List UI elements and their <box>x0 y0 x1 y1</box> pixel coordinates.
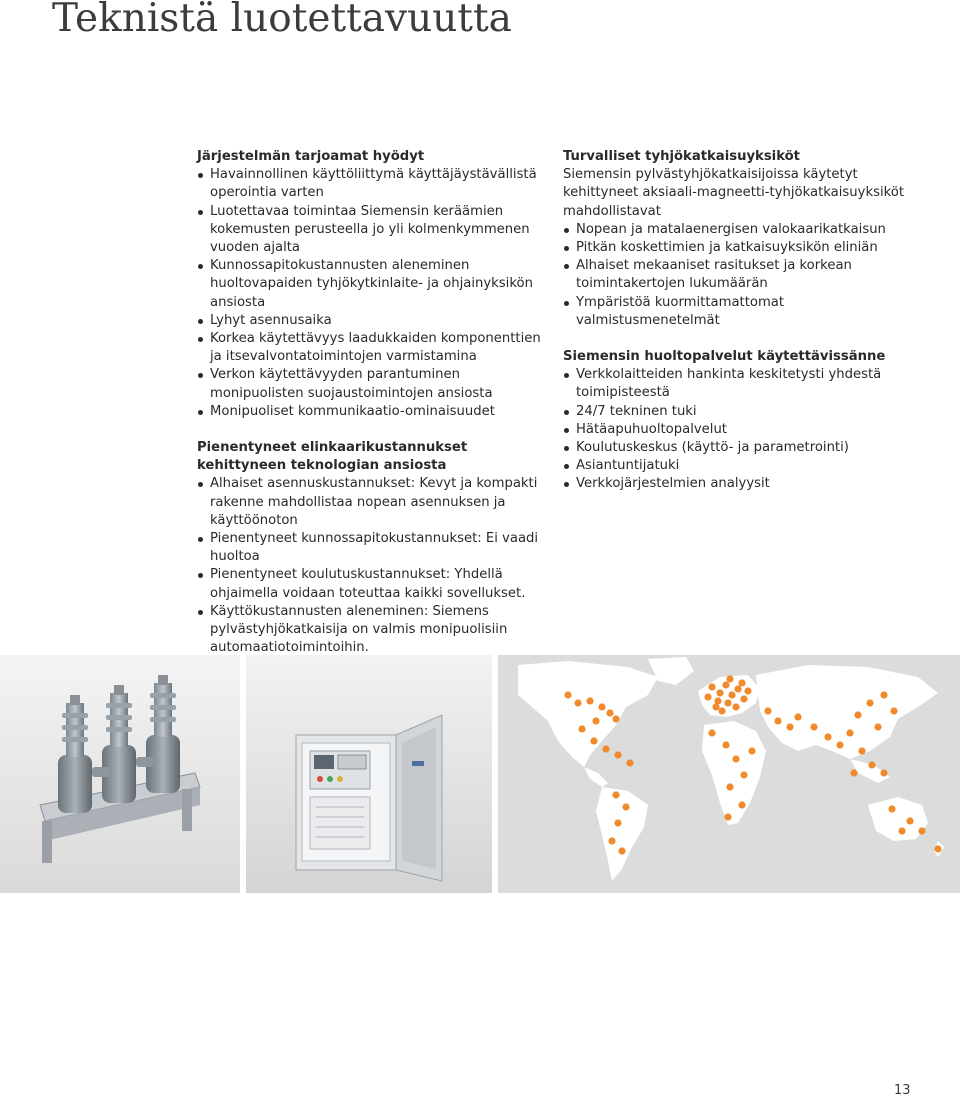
location-marker <box>602 745 609 752</box>
world-map-graphic <box>498 655 960 893</box>
list-item: Havainnollinen käyttöliittymä käyttäjäystävällistä operointia varten <box>197 166 552 202</box>
location-marker <box>586 697 593 704</box>
list-item: Alhaiset asennuskustannukset: Kevyt ja kompakti rakenne mahdollistaa nopean asennuksen ja käyttöönoton <box>197 475 552 530</box>
location-marker <box>708 729 715 736</box>
location-marker <box>734 685 741 692</box>
location-marker <box>850 769 857 776</box>
list-item: Kunnossapitokustannusten aleneminen huoltovapaiden tyhjökytkinlaite- ja ohjainyksikön ansiosta <box>197 257 552 312</box>
list-item: Hätäapuhuoltopalvelut <box>563 421 908 439</box>
benefits-list <box>197 166 552 421</box>
list-item: Verkkolaitteiden hankinta keskitetysti yhdestä toimipisteestä <box>563 366 908 402</box>
location-marker <box>738 801 745 808</box>
location-marker <box>578 725 585 732</box>
location-marker <box>622 803 629 810</box>
location-marker <box>880 691 887 698</box>
location-marker <box>774 717 781 724</box>
services-heading: Siemensin huoltopalvelut käytettävissänne <box>563 349 886 365</box>
location-marker <box>564 691 571 698</box>
location-marker <box>612 791 619 798</box>
list-item: Verkon käytettävyyden parantuminen monipuolisten suojaustoimintojen ansiosta <box>197 366 552 402</box>
services-section <box>563 348 908 494</box>
location-marker <box>612 715 619 722</box>
location-marker <box>890 707 897 714</box>
lifecycle-costs-heading: Pienentyneet elinkaarikustannukset kehittyneen teknologian ansiosta <box>197 440 468 474</box>
location-marker <box>740 695 747 702</box>
location-marker <box>740 771 747 778</box>
location-marker <box>868 761 875 768</box>
location-marker <box>888 805 895 812</box>
location-marker <box>764 707 771 714</box>
list-item: Nopean ja matalaenergisen valokaarikatkaisun <box>563 221 908 239</box>
list-item: Ympäristöä kuormittamattomat valmistusmenetelmät <box>563 294 908 330</box>
location-marker <box>866 699 873 706</box>
location-marker <box>748 747 755 754</box>
list-item: Luotettavaa toimintaa Siemensin keräämien kokemusten perusteella jo yli kolmenkymmenen vuoden ajalta <box>197 203 552 258</box>
location-marker <box>732 703 739 710</box>
north-america-shape <box>518 661 658 767</box>
vacuum-interrupters-section <box>563 148 908 330</box>
location-marker <box>606 709 613 716</box>
right-column <box>563 148 908 512</box>
location-marker <box>712 703 719 710</box>
control-cabinet-photo <box>246 655 492 893</box>
location-marker <box>874 723 881 730</box>
location-marker <box>794 713 801 720</box>
location-marker <box>726 675 733 682</box>
location-marker <box>722 741 729 748</box>
location-marker <box>608 837 615 844</box>
australia-shape <box>868 797 928 841</box>
location-marker <box>618 847 625 854</box>
location-marker <box>732 755 739 762</box>
location-marker <box>810 723 817 730</box>
lifecycle-costs-section <box>197 439 552 657</box>
location-marker <box>934 845 941 852</box>
vacuum-interrupters-intro: Siemensin pylvästyhjökatkaisijoissa käytetyt kehittyneet aksiaali-magneetti-tyhjökatkaisuyksiköt mahdollistavat <box>563 167 905 219</box>
location-marker <box>598 703 605 710</box>
location-marker <box>704 693 711 700</box>
list-item: Alhaiset mekaaniset rasitukset ja korkean toimintakertojen lukumäärän <box>563 257 908 293</box>
location-marker <box>592 717 599 724</box>
list-item: Asiantuntijatuki <box>563 457 908 475</box>
location-marker <box>626 759 633 766</box>
location-marker <box>858 747 865 754</box>
list-item: Pienentyneet kunnossapitokustannukset: Ei vaadi huoltoa <box>197 530 552 566</box>
list-item: Pitkän koskettimien ja katkaisuyksikön eliniän <box>563 239 908 257</box>
location-marker <box>786 723 793 730</box>
page-number: 13 <box>894 1083 911 1098</box>
control-cabinet-illustration <box>246 655 492 893</box>
location-marker <box>738 679 745 686</box>
location-marker <box>722 681 729 688</box>
location-marker <box>898 827 905 834</box>
africa-shape <box>702 721 766 825</box>
list-item: Koulutuskeskus (käyttö- ja parametrointi) <box>563 439 908 457</box>
location-marker <box>724 699 731 706</box>
benefits-section <box>197 148 552 421</box>
recloser-photo <box>0 655 240 893</box>
south-america-shape <box>596 787 648 881</box>
location-marker <box>614 751 621 758</box>
list-item: Käyttökustannusten aleneminen: Siemens pylvästyhjökatkaisija on valmis monipuolisiin automaatiotoimintoihin. <box>197 603 552 658</box>
location-marker <box>824 733 831 740</box>
left-column <box>197 148 552 675</box>
asia-shape <box>756 665 938 759</box>
vacuum-interrupters-heading: Turvalliset tyhjökatkaisuyksiköt <box>563 149 800 164</box>
location-marker <box>614 819 621 826</box>
location-marker <box>744 687 751 694</box>
world-map <box>498 655 960 893</box>
location-marker <box>906 817 913 824</box>
list-item: Lyhyt asennusaika <box>197 312 552 330</box>
location-marker <box>724 813 731 820</box>
location-marker <box>854 711 861 718</box>
vacuum-interrupters-list <box>563 221 908 330</box>
location-marker <box>590 737 597 744</box>
location-marker <box>716 689 723 696</box>
location-marker <box>574 699 581 706</box>
list-item: 24/7 tekninen tuki <box>563 403 908 421</box>
benefits-heading: Järjestelmän tarjoamat hyödyt <box>197 149 425 164</box>
lifecycle-costs-list <box>197 475 552 657</box>
location-marker <box>708 683 715 690</box>
list-item: Monipuoliset kommunikaatio-ominaisuudet <box>197 403 552 421</box>
page-title: Teknistä luotettavuutta <box>52 0 512 41</box>
location-marker <box>728 691 735 698</box>
location-marker <box>836 741 843 748</box>
location-marker <box>918 827 925 834</box>
services-list <box>563 366 908 493</box>
central-america-shape <box>584 767 608 787</box>
list-item: Korkea käytettävyys laadukkaiden komponenttien ja itsevalvontatoimintojen varmistamina <box>197 330 552 366</box>
location-marker <box>726 783 733 790</box>
list-item: Verkkojärjestelmien analyysit <box>563 475 908 493</box>
list-item: Pienentyneet koulutuskustannukset: Yhdellä ohjaimella voidaan toteuttaa kaikki sovellukset. <box>197 566 552 602</box>
location-marker <box>718 707 725 714</box>
recloser-illustration <box>0 655 240 893</box>
location-marker <box>880 769 887 776</box>
location-marker <box>846 729 853 736</box>
